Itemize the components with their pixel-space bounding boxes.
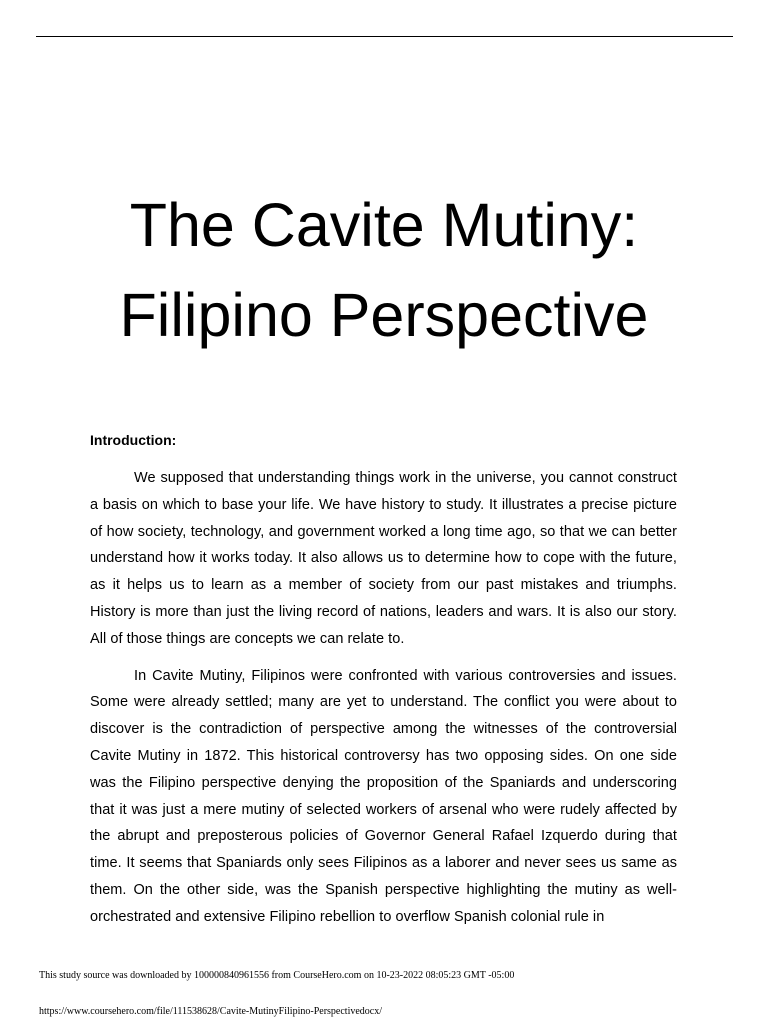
download-notice: This study source was downloaded by 100000840961556 from CourseHero.com on 10-23-2022 08:05:23 GMT -05:00 xyxy=(39,970,515,981)
section-heading: Introduction: xyxy=(90,432,177,448)
document-body xyxy=(90,430,677,941)
document-title xyxy=(0,180,768,360)
top-divider xyxy=(36,36,733,37)
title-line-2: Filipino Perspective xyxy=(119,281,649,349)
paragraph: In Cavite Mutiny, Filipinos were confronted with various controversies and issues. Some were already settled; many are yet to understand. The conflict you were about to discover is the contradiction of perspective among the witnesses of the controversial Cavite Mutiny in 1872. This historical controversy has two opposing sides. On one side was the Filipino perspective denying the proposition of the Spaniards and underscoring that it was just a mere mutiny of selected workers of arsenal who were rudely affected by the abrupt and preposterous policies of Governor General Rafael Izquerdo during that time. It seems that Spaniards only sees Filipinos as a laborer and never sees us same as them. On the other side, was the Spanish perspective highlighting the mutiny as well-orchestrated and extensive Filipino rebellion to overflow Spanish colonial rule in xyxy=(90,667,677,925)
source-url[interactable]: https://www.coursehero.com/file/111538628/Cavite-MutinyFilipino-Perspectivedocx/ xyxy=(39,1006,382,1017)
paragraph: We supposed that understanding things work in the universe, you cannot construct a basis on which to base your life. We have history to study. It illustrates a precise picture of how society, technology, and government worked a long time ago, so that we can better understand how it works today. It also allows us to determine how to cope with the future, as it helps us to learn as a member of society from our past mistakes and triumphs. History is more than just the living record of nations, leaders and wars. It is also our story. All of those things are concepts we can relate to. xyxy=(90,470,677,647)
title-line-1: The Cavite Mutiny: xyxy=(129,191,639,259)
